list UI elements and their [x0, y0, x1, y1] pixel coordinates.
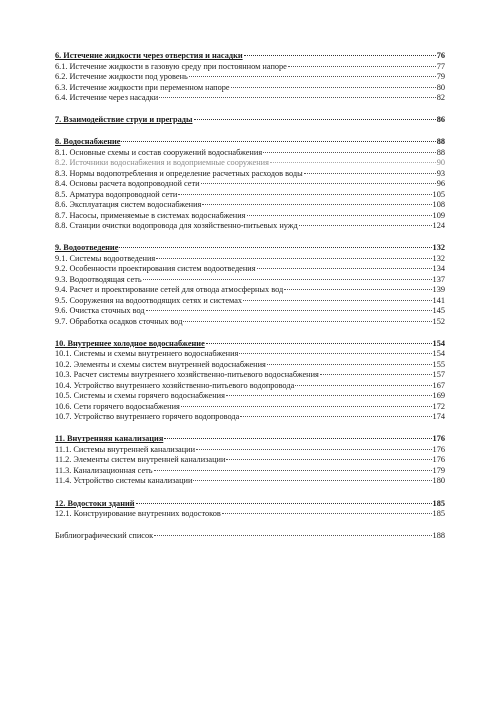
toc-page-number: 77: [436, 61, 445, 71]
toc-item[interactable]: [55, 275, 445, 286]
dot-leader: [121, 141, 435, 142]
toc-entry-label: 8.2. Источники водоснабжения и водоприемные сооружения: [55, 158, 269, 168]
toc-item[interactable]: [55, 509, 445, 520]
toc-entry-label: 8.8. Станции очистки водопровода для хозяйственно-питьевых нужд: [55, 221, 298, 231]
toc-item[interactable]: [55, 296, 445, 307]
toc-entry-label: 10.7. Устройство внутреннего горячего водопровода: [55, 412, 240, 422]
toc-entry-label: 10.1. Системы и схемы внутреннего водоснабжения: [55, 349, 239, 359]
toc-entry-label: 6. Истечение жидкости через отверстия и насадки: [55, 51, 243, 60]
toc-chapter-heading[interactable]: [55, 434, 445, 445]
toc-page-number: 79: [436, 72, 445, 81]
dot-leader: [136, 503, 432, 504]
toc-entry-label: 9.4. Расчет и проектирование сетей для отвода атмосферных вод: [55, 285, 284, 295]
dot-leader: [181, 406, 432, 407]
toc-page-number: 176: [432, 444, 445, 454]
toc-section: [55, 499, 445, 520]
toc-section: [55, 243, 445, 327]
toc-entry-label: 8.7. Насосы, применяемые в системах водоснабжения: [55, 210, 246, 220]
dot-leader: [189, 76, 436, 77]
toc-page-number: 109: [432, 210, 445, 220]
toc-entry-label: 6.1. Истечение жидкости в газовую среду при постоянном напоре: [55, 61, 287, 71]
toc-entry-label: 9.7. Обработка осадков сточных вод: [55, 316, 183, 326]
toc-item[interactable]: [55, 200, 445, 211]
toc-item[interactable]: [55, 254, 445, 265]
toc-page-number: 86: [436, 115, 445, 125]
dot-leader: [284, 289, 431, 290]
toc-page-number: 132: [432, 253, 445, 263]
toc-page-number: 152: [432, 316, 445, 326]
dot-leader: [263, 152, 436, 153]
toc-page-number: 176: [432, 455, 445, 465]
toc-page-number: 134: [432, 264, 445, 274]
toc-entry-label: 9.6. Очистка сточных вод: [55, 306, 145, 316]
toc-item[interactable]: [55, 190, 445, 201]
toc-page-number: 80: [436, 82, 445, 92]
toc-page-number: 132: [432, 243, 445, 253]
toc-page-number: 76: [436, 51, 445, 60]
dot-leader: [202, 204, 431, 205]
toc-page-number: 176: [432, 434, 445, 444]
dot-leader: [196, 449, 432, 450]
toc-page-number: 185: [432, 498, 445, 508]
toc-item[interactable]: [55, 93, 445, 104]
toc-page-number: 154: [432, 349, 445, 359]
toc-entry-label: 9.1. Системы водоотведения: [55, 253, 156, 263]
toc-page-number: 139: [432, 285, 445, 295]
toc-entry-label: 11.1. Системы внутренней канализации: [55, 444, 196, 454]
toc-item[interactable]: [55, 285, 445, 296]
toc-entry-label: 12. Водостоки зданий: [55, 498, 135, 508]
toc-page-number: 155: [432, 359, 445, 369]
dot-leader: [239, 353, 431, 354]
toc-chapter-heading[interactable]: [55, 51, 445, 62]
toc-page-number: 82: [436, 93, 445, 102]
dot-leader: [154, 470, 432, 471]
toc-chapter-heading[interactable]: [55, 339, 445, 350]
toc-entry-label: 11.2. Элементы систем внутренней канализации: [55, 455, 226, 465]
toc-section: [55, 115, 445, 126]
toc-item[interactable]: [55, 221, 445, 232]
toc-section: [55, 137, 445, 232]
toc-item[interactable]: [55, 360, 445, 371]
toc-page-number: 169: [432, 391, 445, 401]
dot-leader: [183, 321, 431, 322]
dot-leader: [257, 268, 432, 269]
toc-item[interactable]: [55, 476, 445, 487]
toc-item[interactable]: [55, 264, 445, 275]
toc-page-number: 137: [432, 274, 445, 284]
toc-item[interactable]: [55, 391, 445, 402]
dot-leader: [288, 66, 436, 67]
toc-section: [55, 51, 445, 104]
toc-page-number: 96: [436, 179, 445, 189]
toc-entry-label: 10.2. Элементы и схемы систем внутренней водоснабжения: [55, 359, 266, 369]
toc-item[interactable]: [55, 466, 445, 477]
toc-entry-label: 8.1. Основные схемы и состав сооружений водоснабжения: [55, 147, 263, 157]
toc-entry-label: 12.1. Конструирование внутренних водостоков: [55, 509, 221, 519]
toc-entry-label: 8.6. Эксплуатация систем водоснабжения: [55, 200, 202, 210]
dot-leader: [164, 438, 431, 439]
dot-leader: [156, 258, 431, 259]
dot-leader: [226, 395, 432, 396]
dot-leader: [193, 480, 431, 481]
toc-entry-label: 10.3. Расчет системы внутреннего хозяйственно-питьевого водоснабжения: [55, 370, 319, 380]
toc-page-number: 141: [432, 295, 445, 305]
toc-item[interactable]: [55, 412, 445, 423]
toc-chapter-heading[interactable]: [55, 137, 445, 148]
dot-leader: [159, 97, 435, 98]
dot-leader: [146, 310, 432, 311]
toc-item[interactable]: [55, 306, 445, 317]
dot-leader: [240, 416, 431, 417]
toc-item[interactable]: [55, 402, 445, 413]
toc-item[interactable]: [55, 158, 445, 169]
toc-entry-label: 10.5. Системы и схемы горячего водоснабжения: [55, 391, 225, 401]
toc-page-number: 154: [432, 338, 445, 348]
toc-page-number: 88: [436, 147, 445, 157]
toc-entry-label: 11.3. Канализационная сеть: [55, 465, 153, 475]
toc-item[interactable]: [55, 349, 445, 360]
dot-leader: [226, 459, 431, 460]
toc-entry-label: 9.3. Водоотводящая сеть: [55, 274, 142, 284]
toc-bibliography[interactable]: [55, 531, 445, 542]
toc-section: [55, 434, 445, 487]
dot-leader: [194, 119, 436, 120]
toc-page-number: 188: [432, 531, 445, 541]
dot-leader: [178, 194, 431, 195]
toc-entry-label: 6.3. Истечение жидкости при переменном напоре: [55, 82, 230, 92]
toc-entry-label: 6.2. Истечение жидкости под уровень: [55, 72, 188, 81]
toc-entry-label: 8.5. Арматура водопроводной сети: [55, 189, 178, 199]
toc-item[interactable]: [55, 381, 445, 392]
dot-leader: [143, 279, 432, 280]
toc-page-number: 105: [432, 189, 445, 199]
dot-leader: [270, 162, 436, 163]
dot-leader: [201, 183, 436, 184]
toc-page-number: 185: [432, 509, 445, 519]
toc-page-number: 174: [432, 412, 445, 422]
toc-page-number: 88: [436, 137, 445, 147]
toc-chapter-heading[interactable]: [55, 499, 445, 510]
dot-leader: [267, 364, 432, 365]
dot-leader: [154, 535, 431, 536]
toc-page-number: 157: [432, 370, 445, 380]
toc-page-number: 179: [432, 465, 445, 475]
dot-leader: [247, 215, 432, 216]
dot-leader: [304, 173, 436, 174]
toc-page-number: 145: [432, 306, 445, 316]
dot-leader: [244, 55, 436, 56]
toc-entry-label: 10.4. Устройство внутреннего хозяйственно-питьевого водопровода: [55, 380, 295, 390]
toc-page-number: 90: [436, 158, 445, 168]
toc-entry-label: Библиографический список: [55, 531, 154, 541]
toc-entry-label: 8.3. Нормы водопотребления и определение расчетных расходов воды: [55, 168, 303, 178]
toc-item[interactable]: [55, 317, 445, 328]
toc-entry-label: 9.2. Особенности проектирования систем водоотведения: [55, 264, 256, 274]
toc-page-number: 93: [436, 168, 445, 178]
dot-leader: [320, 374, 432, 375]
toc-page-number: 108: [432, 200, 445, 210]
toc-chapter-heading[interactable]: [55, 115, 445, 126]
toc-section: [55, 339, 445, 423]
toc-item[interactable]: [55, 445, 445, 456]
toc-page-number: 124: [432, 221, 445, 231]
toc-item[interactable]: [55, 72, 445, 83]
toc-entry-label: 8. Водоснабжение: [55, 137, 121, 147]
toc-item[interactable]: [55, 169, 445, 180]
toc-item[interactable]: [55, 179, 445, 190]
dot-leader: [243, 300, 432, 301]
toc-item[interactable]: [55, 370, 445, 381]
dot-leader: [206, 343, 432, 344]
dot-leader: [222, 513, 432, 514]
toc-entry-label: 8.4. Основы расчета водопроводной сети: [55, 179, 200, 189]
toc-item[interactable]: [55, 83, 445, 94]
toc-page-number: 172: [432, 401, 445, 411]
toc-page-number: 180: [432, 476, 445, 486]
toc-entry-label: 10.6. Сети горячего водоснабжения: [55, 401, 180, 411]
toc-entry-label: 11.4. Устройство системы канализации: [55, 476, 193, 486]
toc-entry-label: 9. Водоотведение: [55, 243, 119, 253]
dot-leader: [231, 87, 436, 88]
toc-item[interactable]: [55, 62, 445, 73]
toc-page-number: 167: [432, 380, 445, 390]
toc-item[interactable]: [55, 455, 445, 466]
toc-chapter-heading[interactable]: [55, 243, 445, 254]
dot-leader: [299, 225, 432, 226]
dot-leader: [119, 247, 431, 248]
table-of-contents: [55, 51, 445, 542]
dot-leader: [295, 385, 431, 386]
toc-entry-label: 9.5. Сооружения на водоотводящих сетях и системах: [55, 295, 243, 305]
toc-entry-label: 7. Взаимодействие струи и преграды: [55, 115, 193, 125]
toc-item[interactable]: [55, 148, 445, 159]
toc-entry-label: 6.4. Истечение через насадки: [55, 93, 159, 102]
toc-entry-label: 11. Внутренняя канализация: [55, 434, 164, 444]
toc-entry-label: 10. Внутреннее холодное водоснабжение: [55, 338, 205, 348]
toc-item[interactable]: [55, 211, 445, 222]
